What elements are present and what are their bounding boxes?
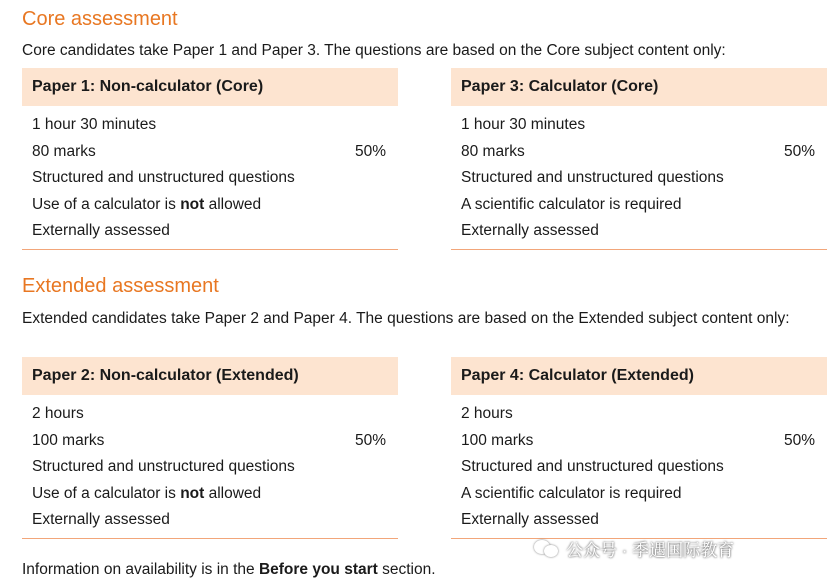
- paper-3-duration: 1 hour 30 minutes: [461, 116, 586, 134]
- paper-4-duration-row: [461, 401, 817, 428]
- paper-3-question-type: Structured and unstructured questions: [461, 169, 724, 187]
- calc-suffix: allowed: [204, 484, 262, 502]
- paper-2-assessment-row: [32, 507, 388, 534]
- paper-1-assessment: Externally assessed: [32, 222, 170, 240]
- calc-emphasis: not: [180, 195, 205, 213]
- core-intro: Core candidates take Paper 1 and Paper 3. The questions are based on the Core subject content only:: [22, 42, 726, 59]
- paper-4-question-type-row: [461, 454, 817, 481]
- paper-1-heading: Paper 1: Non-calculator (Core): [22, 68, 398, 106]
- paper-1-calculator-row: [32, 192, 388, 219]
- paper-1-marks: 80 marks: [32, 142, 96, 160]
- paper-3-heading: Paper 3: Calculator (Core): [451, 68, 827, 106]
- paper-1-assessment-row: [32, 218, 388, 245]
- paper-1-question-type-row: [32, 165, 388, 192]
- paper-4-assessment-row: [461, 507, 817, 534]
- paper-2-question-type: Structured and unstructured questions: [32, 458, 295, 476]
- watermark-text: 公众号 · 季遇国际教育: [566, 541, 735, 560]
- footer-suffix: section.: [377, 561, 436, 578]
- paper-1-card: [22, 68, 398, 250]
- paper-2-duration: 2 hours: [32, 405, 84, 423]
- paper-1-duration-row: [32, 112, 388, 139]
- paper-1-weighting: 50%: [354, 142, 386, 160]
- paper-4-duration: 2 hours: [461, 405, 513, 423]
- paper-3-calculator-rule: A scientific calculator is required: [461, 195, 682, 213]
- paper-2-weighting: 50%: [354, 431, 386, 449]
- paper-3-calculator-row: [461, 192, 817, 219]
- paper-2-calculator-rule: [32, 485, 261, 503]
- paper-4-marks: 100 marks: [461, 431, 534, 449]
- availability-note: [22, 561, 436, 579]
- paper-2-heading: Paper 2: Non-calculator (Extended): [22, 357, 398, 395]
- paper-3-question-type-row: [461, 165, 817, 192]
- calc-suffix: allowed: [204, 195, 262, 213]
- paper-1-marks-row: [32, 139, 388, 166]
- paper-4-calculator-row: [461, 481, 817, 508]
- paper-4-heading: Paper 4: Calculator (Extended): [451, 357, 827, 395]
- paper-3-card: [451, 68, 827, 250]
- paper-3-marks: 80 marks: [461, 142, 525, 160]
- paper-2-calculator-row: [32, 481, 388, 508]
- footer-link-text: Before you start: [258, 561, 378, 578]
- paper-2-marks-row: [32, 428, 388, 455]
- paper-1-question-type: Structured and unstructured questions: [32, 169, 295, 187]
- paper-2-assessment: Externally assessed: [32, 511, 170, 529]
- paper-4-calculator-rule: A scientific calculator is required: [461, 484, 682, 502]
- extended-section-title: Extended assessment: [22, 275, 219, 297]
- paper-3-weighting: 50%: [783, 142, 815, 160]
- paper-4-card: [451, 357, 827, 539]
- paper-2-card: [22, 357, 398, 539]
- calc-prefix: Use of a calculator is: [32, 195, 181, 213]
- calc-prefix: Use of a calculator is: [32, 484, 181, 502]
- paper-2-marks: 100 marks: [32, 431, 105, 449]
- core-section-title: Core assessment: [22, 8, 178, 30]
- paper-4-assessment: Externally assessed: [461, 511, 599, 529]
- paper-4-question-type: Structured and unstructured questions: [461, 458, 724, 476]
- footer-prefix: Information on availability is in the: [22, 561, 259, 578]
- watermark: [534, 536, 734, 561]
- paper-2-question-type-row: [32, 454, 388, 481]
- paper-1-duration: 1 hour 30 minutes: [32, 116, 157, 134]
- paper-4-weighting: 50%: [783, 431, 815, 449]
- paper-4-marks-row: [461, 428, 817, 455]
- paper-3-marks-row: [461, 139, 817, 166]
- paper-3-assessment: Externally assessed: [461, 222, 599, 240]
- paper-1-calculator-rule: [32, 196, 261, 214]
- paper-3-assessment-row: [461, 218, 817, 245]
- calc-emphasis: not: [180, 484, 205, 502]
- paper-2-duration-row: [32, 401, 388, 428]
- wechat-icon: [534, 538, 560, 560]
- paper-3-duration-row: [461, 112, 817, 139]
- extended-intro: Extended candidates take Paper 2 and Paper 4. The questions are based on the Extended subject content only:: [22, 310, 790, 327]
